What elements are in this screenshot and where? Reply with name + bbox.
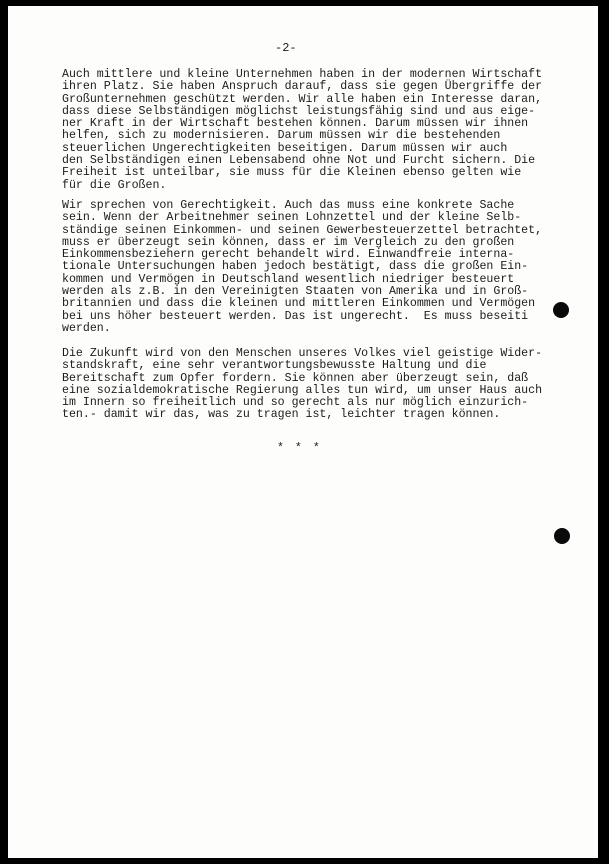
punch-hole-lower: [554, 528, 570, 544]
document-page: [8, 6, 598, 858]
paragraph-1: Auch mittlere und kleine Unternehmen haben in der modernen Wirtschaft ihren Platz. Sie haben Anspruch darauf, dass sie gegen Übergriffe der Großunternehmen geschützt werden. Wir alle haben ein Interesse daran, dass diese Selbständigen möglichst leistungsfähig sind und aus eige- ner Kraft in der Wirtschaft bestehen können. Darum müssen wir ihnen helfen, sich zu modernisieren. Darum müssen wir die bestehenden steuerlichen Ungerechtigkeiten beseitigen. Darum müssen wir auch den Selbständigen einen Lebensabend ohne Not und Furcht sichern. Die Freiheit ist unteilbar, sie muss für die Kleinen ebenso gelten wie für die Großen.: [62, 68, 543, 192]
page-number: -2-: [275, 41, 297, 55]
end-mark: * * *: [277, 442, 322, 455]
paragraph-3: Die Zukunft wird von den Menschen unseres Volkes viel geistige Wider- standskraft, eine sehr verantwortungsbewusste Haltung und die Bereitschaft zum Opfer fordern. Sie können aber überzeugt sein, daß eine sozialdemokratische Regierung alles tun wird, um unser Haus auch im Innern so freiheitlich und so gerecht als nur möglich einzurich- ten.- damit wir das, was zu tragen ist, leichter tragen können.: [62, 347, 543, 422]
punch-hole-upper: [553, 302, 569, 318]
paragraph-2: Wir sprechen von Gerechtigkeit. Auch das muss eine konkrete Sache sein. Wenn der Arbeitnehmer seinen Lohnzettel und der kleine Selb- ständige seinen Einkommen- und seinen Gewerbesteuerzettel betrachtet, muss er überzeugt sein können, dass er im Vergleich zu den großen Einkommensbeziehern gerecht behandelt wird. Einwandfreie interna- tionale Untersuchungen haben jedoch bestätigt, dass die großen Ein- kommen und Vermögen in Deutschland wesentlich niedriger besteuert werden als z.B. in den Vereinigten Staaten von Amerika und in Groß- britannien und dass die kleinen und mittleren Einkommen und Vermögen bei uns höher besteuert werden. Das ist ungerecht. Es muss beseiti werden.: [62, 199, 543, 335]
